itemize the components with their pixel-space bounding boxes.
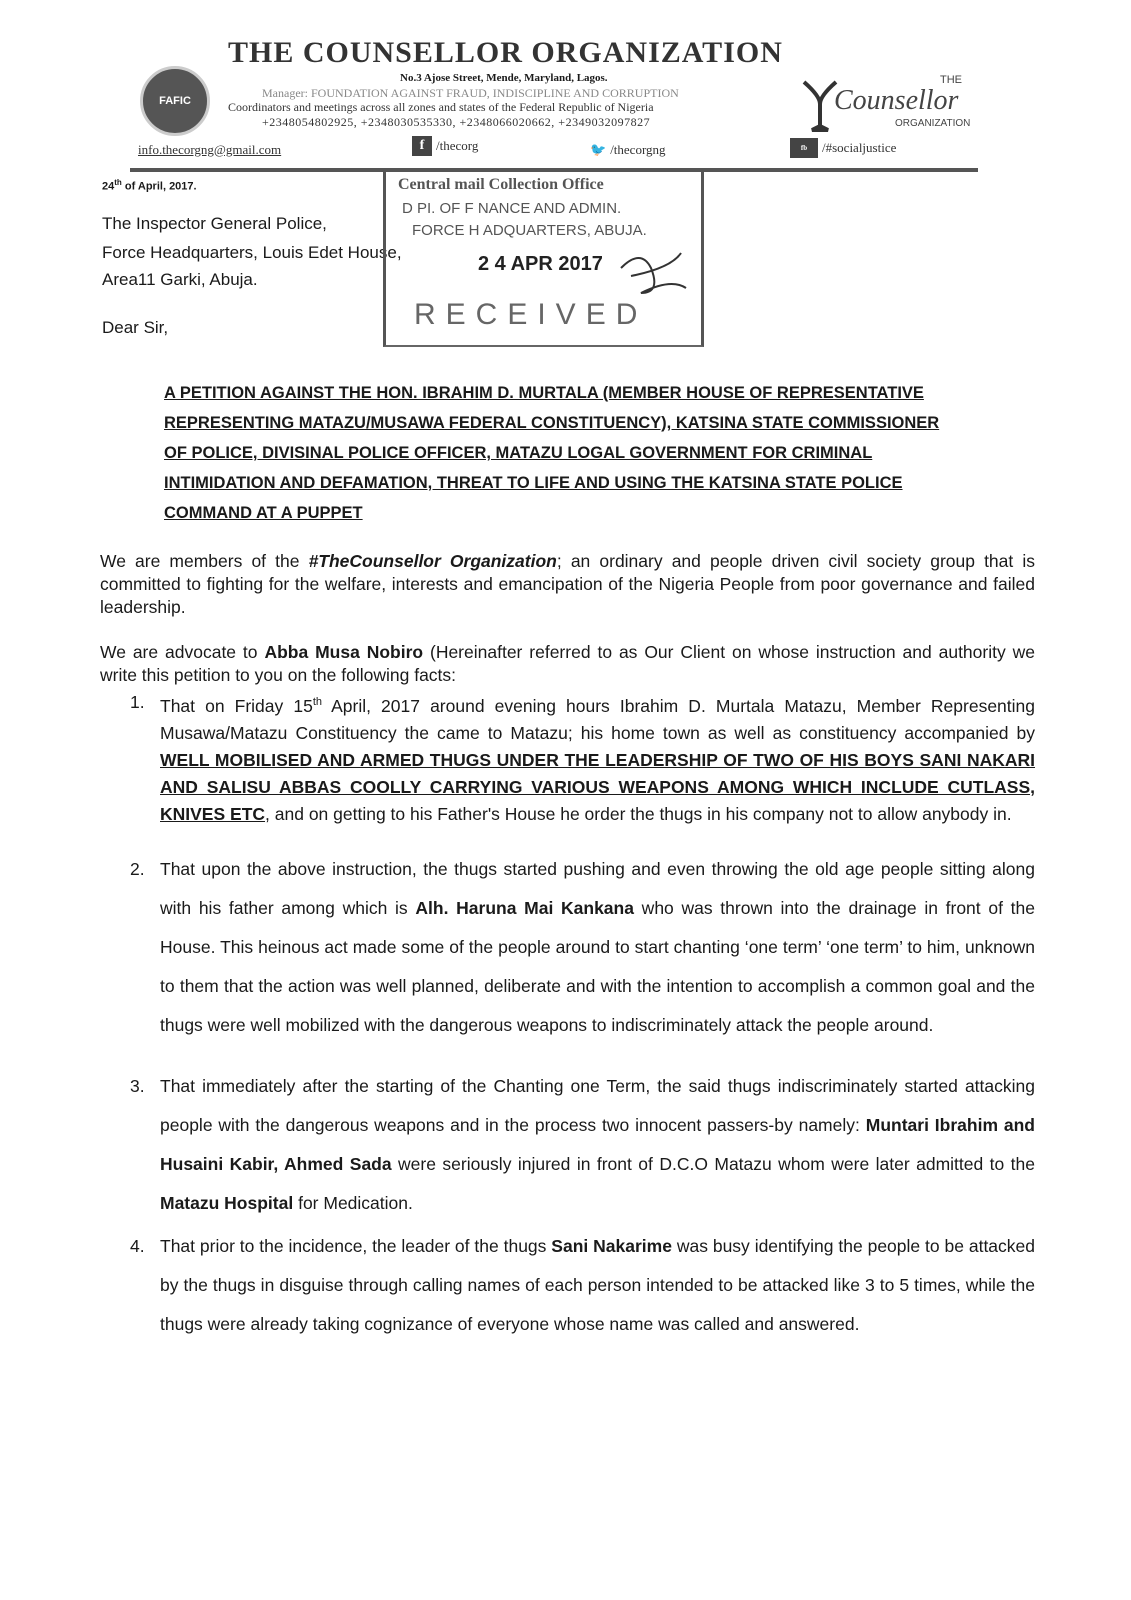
emphasized-text: Alh. Haruna Mai Kankana [415,897,634,918]
date-rest: of April, 2017. [121,180,197,193]
facebook-event-icon: fb [790,138,818,158]
advocate-paragraph [100,641,1035,687]
subject-line: COMMAND AT A PUPPET [164,504,363,522]
signature-icon [611,248,691,298]
item-text [160,1227,1035,1344]
item-number: 3. [130,1075,145,1096]
received-stamp [383,170,704,347]
item-number: 2. [130,858,145,879]
list-item [130,689,1035,828]
manager-line: Manager: FOUNDATION AGAINST FRAUD, INDISCIPLINE AND CORRUPTION [262,86,679,100]
text-run: were seriously injured in front of D.C.O Matazu whom were later admitted to the [391,1153,1035,1174]
counsellor-logo [800,74,980,134]
subject-line: OF POLICE, DIVISINAL POLICE OFFICER, MATAZU LOGAL GOVERNMENT FOR CRIMINAL [164,444,873,462]
text-run: ; an ordinary and people driven civil society group that is committed to fighting for the welfare, interests and emancipation of the Nigeria People from poor governance and failed leadership. [100,551,1035,617]
subject-line: A PETITION AGAINST THE HON. IBRAHIM D. MURTALA (MEMBER HOUSE OF REPRESENTATIVE [164,384,924,402]
text-run: That on Friday 15 [160,695,313,716]
stamp-hq: FORCE H ADQUARTERS, ABUJA. [412,222,647,239]
text-run: for Medication. [293,1192,413,1213]
list-item [130,1227,1035,1344]
subject-line: INTIMIDATION AND DEFAMATION, THREAT TO LIFE AND USING THE KATSINA STATE POLICE [164,474,903,492]
recipient-line: Area11 Garki, Abuja. [102,270,258,289]
organization-address: No.3 Ajose Street, Mende, Maryland, Lagos. [400,72,608,84]
phone-numbers: +2348054802925, +2348030535330, +2348066020662, +2349032097827 [262,115,651,129]
emphasized-text: Abba Musa Nobiro [264,642,424,662]
text-run: , and on getting to his Father's House he order the thugs in his company not to allow anybody in. [265,803,1012,824]
hashtag-handle [790,138,896,158]
logo-name: Counsellor [834,85,959,116]
recipient-line: The Inspector General Police, [102,214,327,233]
text-run: who was thrown into the drainage in front of the House. This heinous act made some of the people around to start chanting ‘one term’ ‘one term’ to him, unknown to them that the action was well planned, deliberate and with the intention to accomplish a common goal and the thugs were well mobilized with the dangerous weapons to indiscriminately attack the people around. [160,897,1035,1035]
facebook-handle [412,136,478,156]
text-run: That upon the above instruction, the thugs started pushing and even throwing the old age people sitting along with his father among which is [160,858,1035,918]
letter-body [100,378,1035,1344]
underlined-text: WELL MOBILISED AND ARMED THUGS UNDER THE LEADERSHIP OF TWO OF HIS BOYS SANI NAKARI AND SALISU ABBAS COOLLY CARRYING VARIOUS WEAPONS AMONG WHICH INCLUDE CUTLASS, KNIVES ETC [160,749,1035,824]
facebook-icon: f [412,136,432,156]
twitter-handle [590,142,666,158]
logo-text: FAFIC [159,95,191,107]
salutation: Dear Sir, [102,318,169,337]
coordinators-line: Coordinators and meetings across all zones and states of the Federal Republic of Nigeria [228,100,654,114]
item-number: 4. [130,1235,145,1256]
stamp-office: Central mail Collection Office [398,176,604,193]
facebook-text: /thecorg [436,138,479,153]
item-text [160,850,1035,1045]
letter-date [102,178,197,193]
email-link[interactable] [138,142,281,158]
item-text [160,689,1035,828]
list-item [130,1067,1035,1223]
emphasized-text: Muntari Ibrahim and Husaini Kabir, Ahmed Sada [160,1114,1035,1174]
emphasized-text: Sani Nakarime [551,1235,672,1256]
emphasized-text: Matazu Hospital [160,1192,294,1213]
logo-the: THE [940,74,962,86]
email-text[interactable]: info.thecorgng@gmail.com [138,142,282,157]
stamp-received: RECEIVED [414,298,648,331]
text-run: April, 2017 around evening hours Ibrahim D. Murtala Matazu, Member Representing Musawa/Matazu Constituency the came to Matazu; his home town as well as constituency accompanied by [160,695,1035,743]
petition-subject [164,378,1035,528]
twitter-text: /thecorgng [610,142,666,157]
date-day: 24 [102,180,115,193]
item-number: 1. [130,692,145,712]
stamp-dept: D PI. OF F NANCE AND ADMIN. [402,200,622,217]
text-run: We are members of the [100,551,309,571]
logo-org: ORGANIZATION [895,118,971,129]
intro-paragraph [100,550,1035,619]
subject-line: REPRESENTING MATAZU/MUSAWA FEDERAL CONSTITUENCY), KATSINA STATE COMMISSIONER [164,414,940,432]
text-run: That prior to the incidence, the leader of the thugs [160,1235,552,1256]
hashtag-text: /#socialjustice [822,140,897,155]
text-run: th [312,696,322,708]
text-run: was busy identifying the people to be attacked by the thugs in disguise through calling names of each person intended to be attacked like 3 to 5 times, while the thugs were already taking cognizance of everyone whose name was called and answered. [160,1235,1036,1334]
stamp-date: 2 4 APR 2017 [478,253,603,275]
recipient-line: Force Headquarters, Louis Edet House, [102,243,402,262]
item-text [160,1067,1035,1223]
text-run: We are advocate to [100,642,265,662]
organization-title: THE COUNSELLOR ORGANIZATION [228,36,783,69]
list-item [130,850,1035,1045]
text-run: (Hereinafter referred to as Our Client on whose instruction and authority we write this petition to you on the following facts: [100,642,1035,685]
date-sup: th [114,178,122,187]
twitter-icon: 🐦 [590,142,607,157]
fafic-logo [140,66,210,136]
text-run: That immediately after the starting of the Chanting one Term, the said thugs indiscriminately started attacking people with the dangerous weapons and in the process two innocent passers-by namely: [160,1075,1035,1135]
emphasized-text: #TheCounsellor Organization [308,551,557,571]
